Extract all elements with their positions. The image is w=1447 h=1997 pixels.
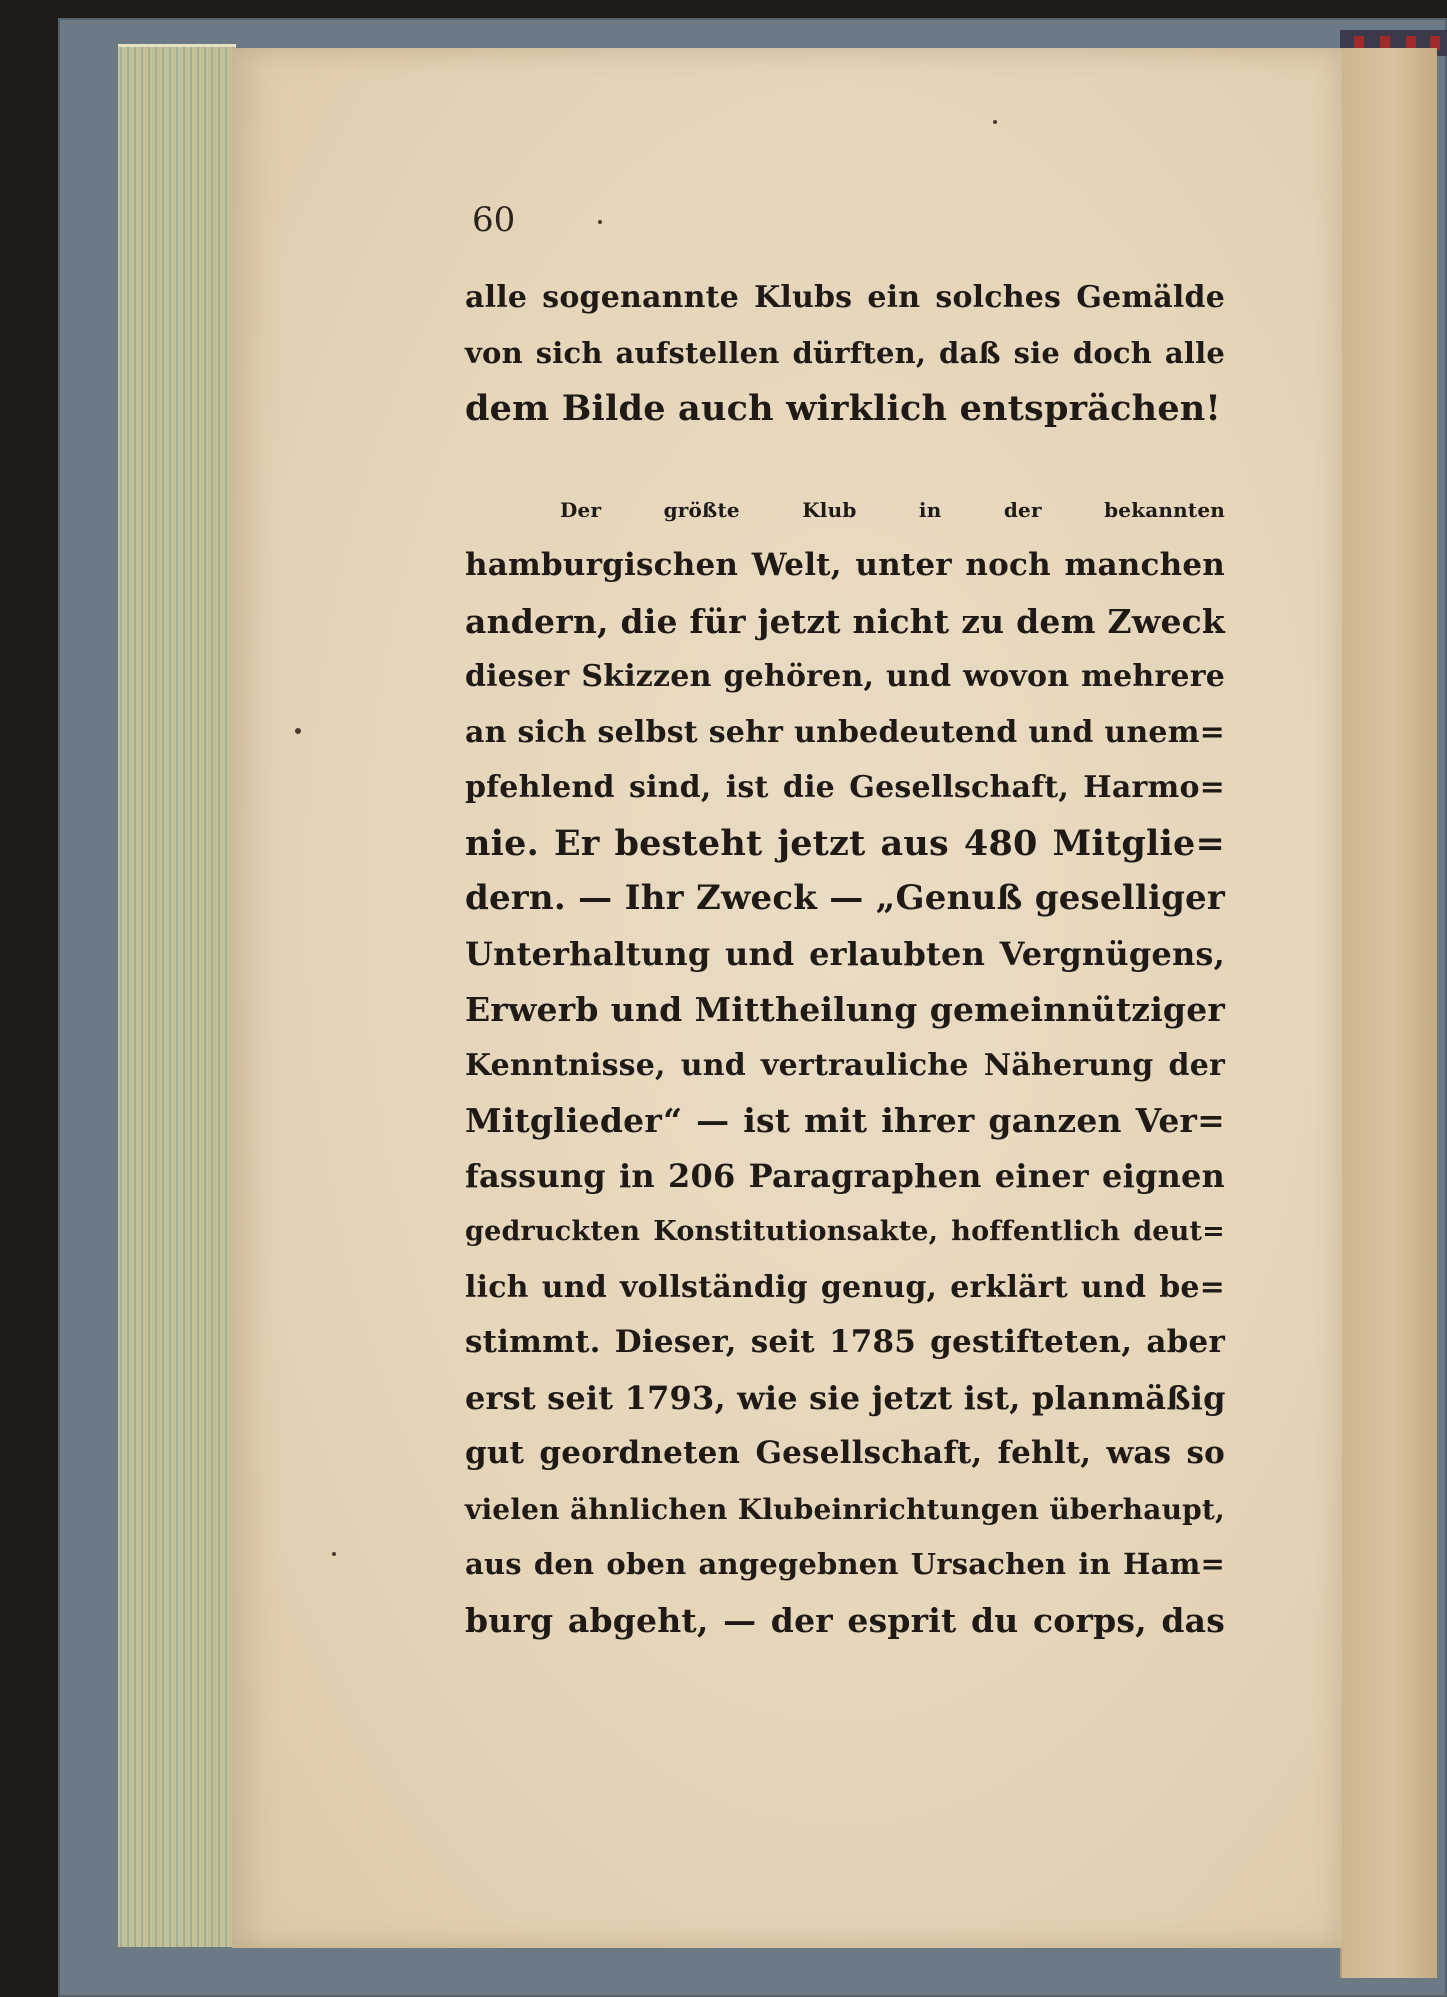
text-line: alle sogenannte Klubs ein solches Gemälde <box>465 280 1225 315</box>
text-line: Der größte Klub in der bekannten <box>560 497 1225 522</box>
ink-speck <box>993 120 997 124</box>
page-number: 60 <box>472 200 516 240</box>
text-line: Kenntnisse, und vertrauliche Näherung der <box>465 1047 1225 1083</box>
text-line: an sich selbst sehr unbedeutend und unem= <box>465 714 1225 750</box>
page-text <box>465 270 1225 1648</box>
text-line: von sich aufstellen dürften, daß sie doch alle <box>465 335 1225 370</box>
text-line: Unterhaltung und erlaubten Vergnügens, <box>465 934 1225 973</box>
text-line: hamburgischen Welt, unter noch manchen <box>465 547 1225 583</box>
text-line: burg abgeht, — der esprit du corps, das <box>465 1600 1225 1640</box>
text-line: gut geordneten Gesellschaft, fehlt, was so <box>465 1435 1225 1471</box>
ink-speck <box>295 728 301 734</box>
text-line: Mitglieder“ — ist mit ihrer ganzen Ver= <box>465 1101 1225 1140</box>
text-line: pfehlend sind, ist die Gesellschaft, Harmo= <box>465 770 1225 805</box>
ink-speck <box>332 1552 336 1556</box>
stacked-page-edges <box>118 44 236 1947</box>
text-line: gedruckten Konstitutionsakte, hoffentlich deut= <box>465 1216 1225 1247</box>
text-line: dem Bilde auch wirklich entsprächen! <box>465 388 1221 429</box>
text-line: lich und vollständig genug, erklärt und be= <box>465 1269 1225 1305</box>
text-line: nie. Er besteht jetzt aus 480 Mitglie= <box>465 822 1225 864</box>
ink-speck <box>598 220 602 224</box>
text-line: Erwerb und Mittheilung gemeinnütziger <box>465 990 1225 1029</box>
text-line: andern, die für jetzt nicht zu dem Zweck <box>465 601 1225 641</box>
text-line: dieser Skizzen gehören, und wovon mehrere <box>465 659 1225 694</box>
text-line: vielen ähnlichen Klubeinrichtungen überhaupt, <box>465 1492 1225 1526</box>
text-line: erst seit 1793, wie sie jetzt ist, planmäßig <box>465 1378 1226 1417</box>
text-line: fassung in 206 Paragraphen einer eignen <box>465 1156 1225 1195</box>
text-line: stimmt. Dieser, seit 1785 gestifteten, aber <box>465 1324 1225 1360</box>
text-line: dern. — Ihr Zweck — „Genuß geselliger <box>465 878 1225 918</box>
facing-page-edge <box>1340 48 1437 1978</box>
text-line: aus den oben angegebnen Ursachen in Ham= <box>465 1547 1225 1581</box>
